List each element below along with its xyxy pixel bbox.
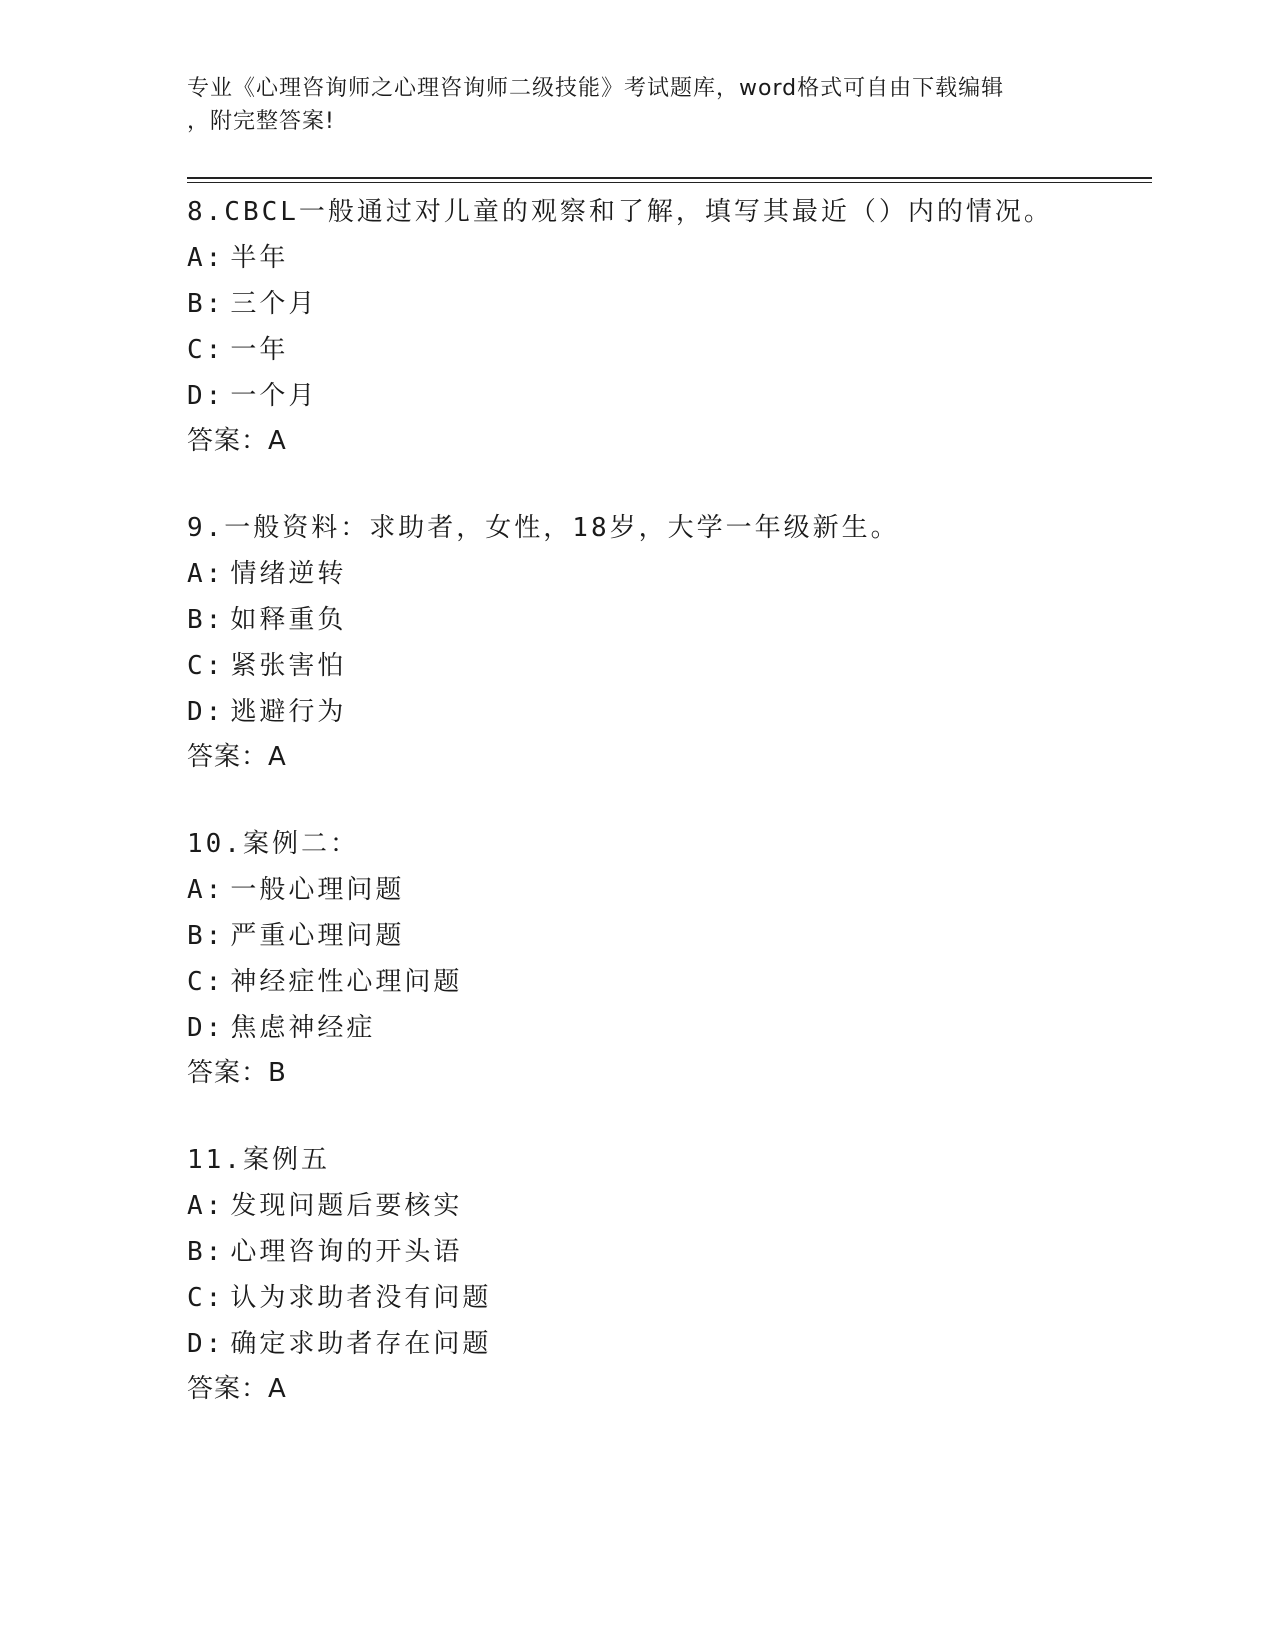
- option-b: [187, 597, 1152, 643]
- option-letter: D: [187, 697, 206, 727]
- question-stem: 9.一般资料：求助者，女性，18岁，大学一年级新生。: [187, 513, 900, 543]
- option-text: 确定求助者存在问题: [230, 1329, 492, 1359]
- question-stem: 8.CBCL一般通过对儿童的观察和了解，填写其最近（）内的情况。: [187, 197, 1053, 227]
- option-b: [187, 913, 1152, 959]
- option-c: [187, 327, 1152, 373]
- option-separator: :: [205, 335, 225, 365]
- option-d: [187, 373, 1152, 419]
- question-stem: 10.案例二：: [187, 829, 359, 859]
- option-separator: :: [205, 1329, 225, 1359]
- option-letter: A: [187, 559, 206, 589]
- option-separator: :: [205, 1283, 225, 1313]
- option-text: 严重心理问题: [230, 921, 405, 951]
- option-a: [187, 1183, 1152, 1229]
- question-9: [187, 505, 1152, 779]
- option-c: [187, 643, 1152, 689]
- option-text: 如释重负: [230, 605, 347, 635]
- question-8: [187, 189, 1152, 463]
- answer-label: 答案：A: [187, 742, 287, 772]
- header-line-2: ，附完整答案!: [187, 109, 335, 134]
- option-text: 认为求助者没有问题: [230, 1283, 492, 1313]
- option-text: 一年: [230, 335, 289, 365]
- header-line-1: 专业《心理咨询师之心理咨询师二级技能》考试题库，word格式可自由下载编辑: [187, 76, 1005, 101]
- question-stem: 11.案例五: [187, 1145, 330, 1175]
- option-separator: :: [205, 1013, 225, 1043]
- header-divider-thin: [187, 182, 1152, 183]
- question-list: [187, 189, 1152, 1453]
- option-text: 情绪逆转: [230, 559, 347, 589]
- option-separator: :: [205, 381, 225, 411]
- option-letter: D: [187, 1013, 206, 1043]
- option-separator: :: [205, 875, 225, 905]
- option-d: [187, 1321, 1152, 1367]
- option-b: [187, 1229, 1152, 1275]
- option-text: 焦虑神经症: [230, 1013, 376, 1043]
- option-letter: C: [187, 651, 206, 681]
- option-separator: :: [205, 1191, 225, 1221]
- option-separator: :: [205, 697, 225, 727]
- option-letter: B: [187, 605, 206, 635]
- header-divider-thick: [187, 177, 1152, 179]
- option-letter: B: [187, 921, 206, 951]
- option-a: [187, 551, 1152, 597]
- option-letter: B: [187, 289, 206, 319]
- option-text: 逃避行为: [230, 697, 347, 727]
- option-separator: :: [205, 651, 225, 681]
- option-letter: C: [187, 335, 206, 365]
- answer-label: 答案：A: [187, 1374, 287, 1404]
- document-header: [187, 72, 1087, 138]
- option-text: 三个月: [230, 289, 318, 319]
- option-separator: :: [205, 289, 225, 319]
- option-separator: :: [205, 605, 225, 635]
- option-a: [187, 867, 1152, 913]
- option-separator: :: [205, 243, 225, 273]
- option-letter: D: [187, 1329, 206, 1359]
- option-text: 紧张害怕: [230, 651, 347, 681]
- question-10: [187, 821, 1152, 1095]
- option-separator: :: [205, 921, 225, 951]
- option-text: 半年: [230, 243, 289, 273]
- question-11: [187, 1137, 1152, 1411]
- option-d: [187, 1005, 1152, 1051]
- option-text: 一般心理问题: [230, 875, 405, 905]
- option-separator: :: [205, 559, 225, 589]
- option-text: 心理咨询的开头语: [230, 1237, 463, 1267]
- option-separator: :: [205, 1237, 225, 1267]
- option-separator: :: [205, 967, 225, 997]
- option-b: [187, 281, 1152, 327]
- option-letter: D: [187, 381, 206, 411]
- option-a: [187, 235, 1152, 281]
- option-letter: A: [187, 243, 206, 273]
- option-c: [187, 1275, 1152, 1321]
- option-text: 神经症性心理问题: [230, 967, 463, 997]
- option-c: [187, 959, 1152, 1005]
- option-letter: C: [187, 1283, 206, 1313]
- option-letter: A: [187, 875, 206, 905]
- answer-label: 答案：A: [187, 426, 287, 456]
- option-d: [187, 689, 1152, 735]
- option-letter: C: [187, 967, 206, 997]
- option-text: 发现问题后要核实: [230, 1191, 463, 1221]
- option-letter: A: [187, 1191, 206, 1221]
- option-letter: B: [187, 1237, 206, 1267]
- answer-label: 答案：B: [187, 1058, 287, 1088]
- option-text: 一个月: [230, 381, 318, 411]
